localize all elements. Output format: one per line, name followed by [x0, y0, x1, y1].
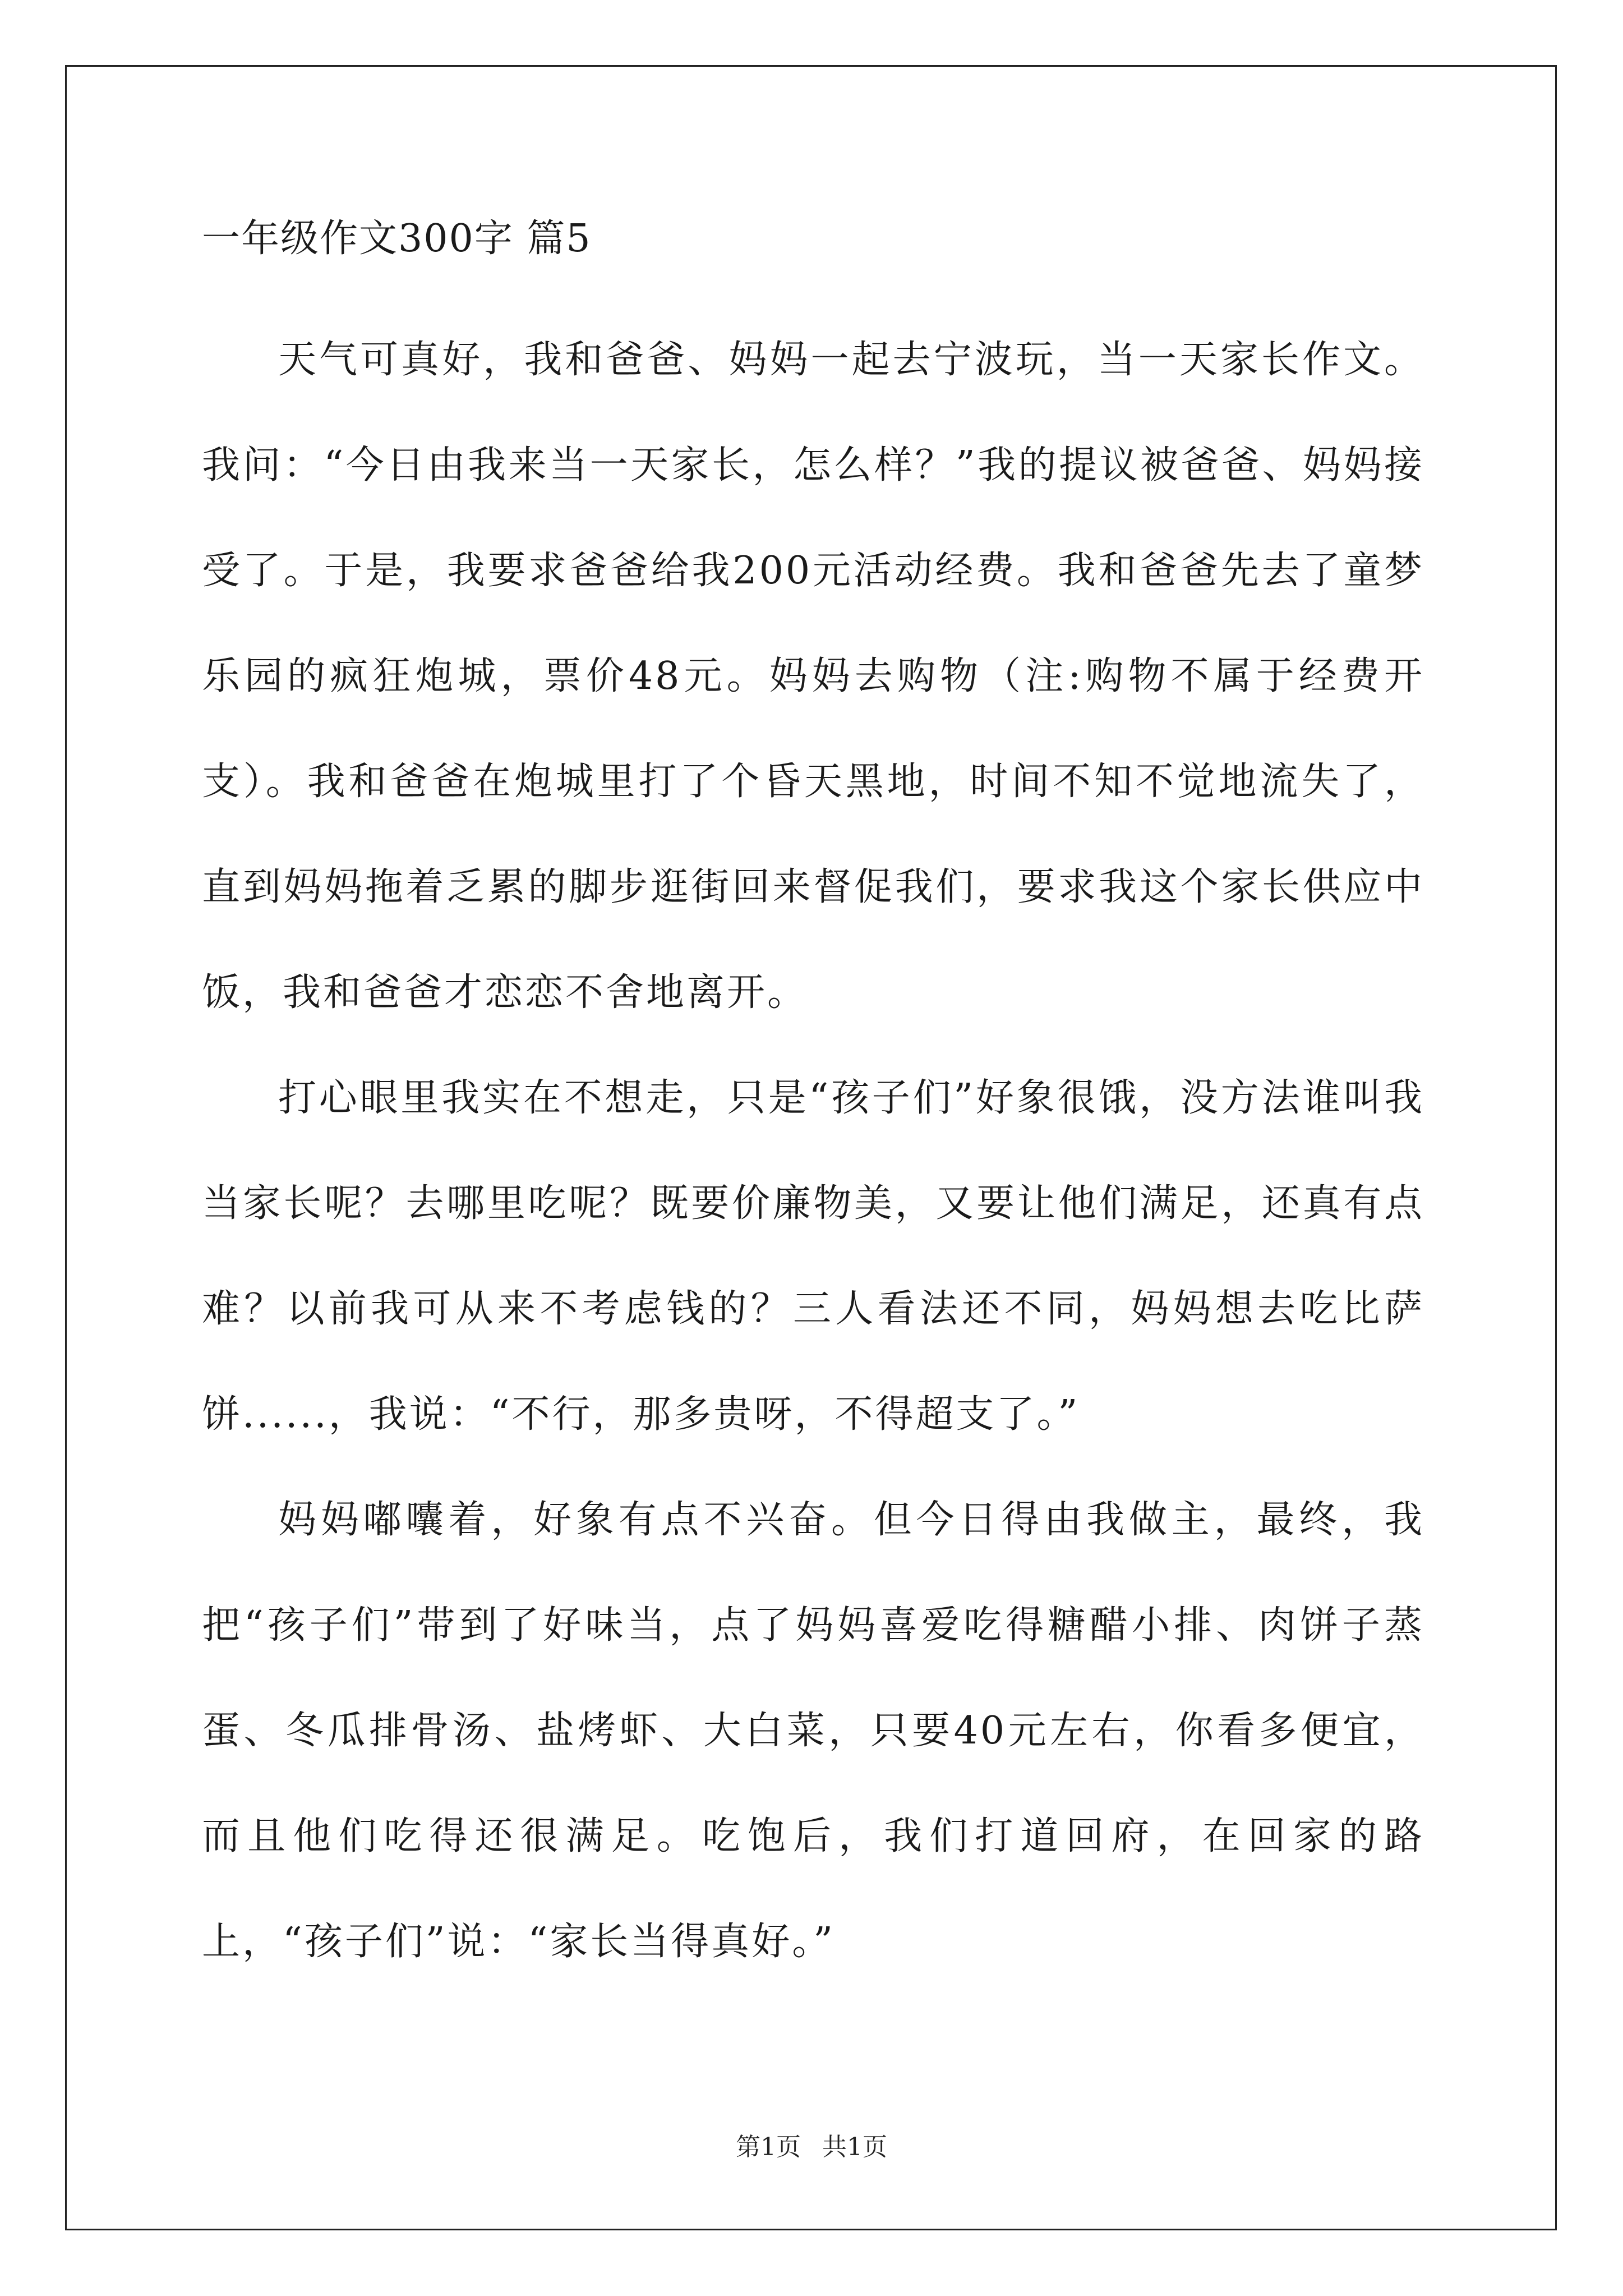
page-footer — [0, 2132, 1623, 2163]
paragraph-1: 天气可真好，我和爸爸、妈妈一起去宁波玩，当一天家长作文。我问：“今日由我来当一天家长，怎么样？”我的提议被爸爸、妈妈接受了。于是，我要求爸爸给我200元活动经费。我和爸爸先去了童梦乐园的疯狂炮城，票价48元。妈妈去购物（注:购物不属于经费开支）。我和爸爸在炮城里打了个昏天黑地，时间不知不觉地流失了，直到妈妈拖着乏累的脚步逛街回来督促我们，要求我这个家长供应中饭，我和爸爸才恋恋不舍地离开。 — [202, 338, 1424, 1015]
paragraph-2: 打心眼里我实在不想走，只是“孩子们”好象很饿，没方法谁叫我当家长呢？去哪里吃呢？既要价廉物美，又要让他们满足，还真有点难？以前我可从来不考虑钱的？三人看法还不同，妈妈想去吃比萨饼......，我说：“不行，那多贵呀，不得超支了。” — [202, 1076, 1424, 1437]
page-total: 共1页 — [822, 2133, 887, 2161]
page-number: 第1页 — [736, 2133, 801, 2161]
essay-title: 一年级作文300字 篇5 — [202, 217, 592, 261]
paragraph-3: 妈妈嘟囔着，好象有点不兴奋。但今日得由我做主，最终，我把“孩子们”带到了好味当，点了妈妈喜爱吃得糖醋小排、肉饼子蒸蛋、冬瓜排骨汤、盐烤虾、大白菜，只要40元左右，你看多便宜，而且他们吃得还很满足。吃饱后，我们打道回府，在回家的路上，“孩子们”说：“家长当得真好。” — [202, 1498, 1424, 1964]
document-body — [202, 213, 1424, 1995]
